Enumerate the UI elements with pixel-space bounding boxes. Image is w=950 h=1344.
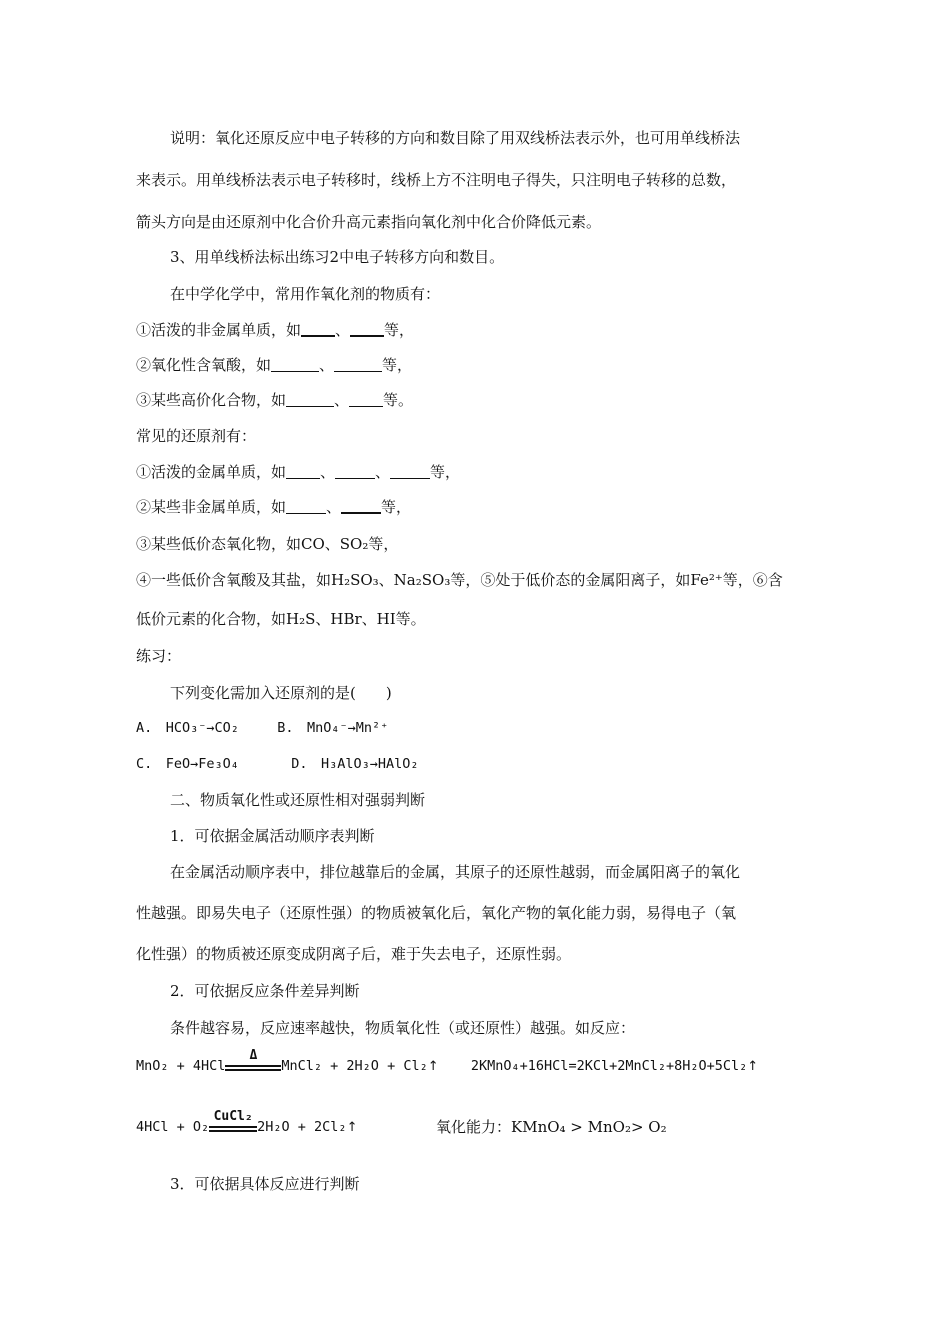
subsection-3-title: 3．可依据具体反应进行判断 xyxy=(170,1175,360,1193)
answer-blank[interactable] xyxy=(341,498,381,514)
practice-question: 下列变化需加入还原剂的是( ) xyxy=(170,684,392,702)
exercise-3: 3、用单线桥法标出练习2中电子转移方向和数目。 xyxy=(170,248,505,266)
equation-1-products: MnCl₂ + 2H₂O + Cl₂ xyxy=(281,1058,428,1074)
subsection-2-text: 条件越容易，反应速率越快，物质氧化性（或还原性）越强。如反应： xyxy=(170,1019,636,1037)
double-arrow-catalyst xyxy=(209,1109,257,1137)
equation-row-2 xyxy=(136,1109,358,1138)
option-row-cd xyxy=(136,754,418,774)
answer-blank[interactable] xyxy=(334,357,382,372)
subsection-2-title: 2．可依据反应条件差异判断 xyxy=(170,982,360,1000)
option-b[interactable]: B. MnO₄⁻→Mn²⁺ xyxy=(277,720,389,736)
section-2-heading: 二、物质氧化性或还原性相对强弱判断 xyxy=(170,791,426,809)
reductant-item-4: ④一些低价含氧酸及其盐，如H₂SO₃、Na₂SO₃等，⑤处于低价态的金属阳离子，如Fe²⁺等，⑥含 xyxy=(136,571,783,589)
equation-3-reactants: 4HCl + O₂ xyxy=(136,1119,210,1135)
paragraph-note-line3: 箭头方向是由还原剂中化合价升高元素指向氧化剂中化合价降低元素。 xyxy=(136,213,602,231)
oxidizing-ability-comparison: 氧化能力：KMnO₄ > MnO₂> O₂ xyxy=(436,1118,667,1136)
oxidant-intro: 在中学化学中，常用作氧化剂的物质有： xyxy=(170,285,441,303)
answer-blank[interactable] xyxy=(301,321,335,337)
subsection-1-text-line3: 化性强）的物质被还原变成阴离子后，难于失去电子，还原性弱。 xyxy=(136,945,572,963)
subsection-1-text-line2: 性越强。即易失电子（还原性强）的物质被氧化后，氧化产物的氧化能力弱，易得电子（氧 xyxy=(136,904,737,922)
paragraph-note-line1: 说明：氧化还原反应中电子转移的方向和数目除了用双线桥法表示外，也可用单线桥法 xyxy=(170,129,741,147)
equation-2: 2KMnO₄+16HCl=2KCl+2MnCl₂+8H₂O+5Cl₂ xyxy=(470,1058,748,1074)
answer-blank[interactable] xyxy=(271,357,319,372)
oxidant-item-1: ①活泼的非金属单质，如 、 等， xyxy=(136,321,415,339)
reductant-item-2: ②某些非金属单质，如 、 等， xyxy=(136,498,412,516)
equation-row-1 xyxy=(136,1048,759,1077)
option-a[interactable]: A. HCO₃⁻→CO₂ xyxy=(136,720,239,736)
subsection-1-title: 1．可依据金属活动顺序表判断 xyxy=(170,827,375,845)
catalyst-label: CuCl₂ xyxy=(213,1109,253,1124)
answer-blank[interactable] xyxy=(286,499,326,514)
practice-heading: 练习： xyxy=(136,647,182,665)
double-arrow-heat xyxy=(225,1048,281,1076)
oxidant-item-3: ③某些高价化合物，如 、 等。 xyxy=(136,391,414,409)
oxidant-item-2: ②氧化性含氧酸，如 、 等， xyxy=(136,356,413,374)
paragraph-note-line2: 来表示。用单线桥法表示电子转移时，线桥上方不注明电子得失，只注明电子转移的总数， xyxy=(136,171,737,189)
option-c[interactable]: C. FeO→Fe₃O₄ xyxy=(136,756,239,772)
equation-1-reactants: MnO₂ + 4HCl xyxy=(136,1058,226,1074)
equation-3-products: 2H₂O + 2Cl₂ xyxy=(257,1119,347,1135)
option-row-ab xyxy=(136,718,388,738)
reductant-item-3: ③某些低价态氧化物，如CO、SO₂等， xyxy=(136,535,399,553)
answer-blank[interactable] xyxy=(349,392,383,407)
reductant-item-1: ①活泼的金属单质，如 、 、 等， xyxy=(136,463,461,481)
heat-symbol: Δ xyxy=(249,1048,258,1063)
answer-blank[interactable] xyxy=(350,321,384,337)
reductant-title: 常见的还原剂有： xyxy=(136,427,257,445)
answer-blank[interactable] xyxy=(286,392,334,407)
reductant-item-5: 低价元素的化合物，如H₂S、HBr、HI等。 xyxy=(136,610,426,628)
gas-up-arrow-icon: ↑ xyxy=(427,1059,439,1074)
gas-up-arrow-icon: ↑ xyxy=(747,1059,759,1074)
answer-blank[interactable] xyxy=(390,464,430,479)
answer-blank[interactable] xyxy=(286,464,320,479)
gas-up-arrow-icon: ↑ xyxy=(346,1120,358,1135)
answer-blank[interactable] xyxy=(335,464,375,479)
subsection-1-text-line1: 在金属活动顺序表中，排位越靠后的金属，其原子的还原性越弱，而金属阳离子的氧化 xyxy=(170,863,741,881)
option-d[interactable]: D. H₃AlO₃→HAlO₂ xyxy=(291,756,419,772)
